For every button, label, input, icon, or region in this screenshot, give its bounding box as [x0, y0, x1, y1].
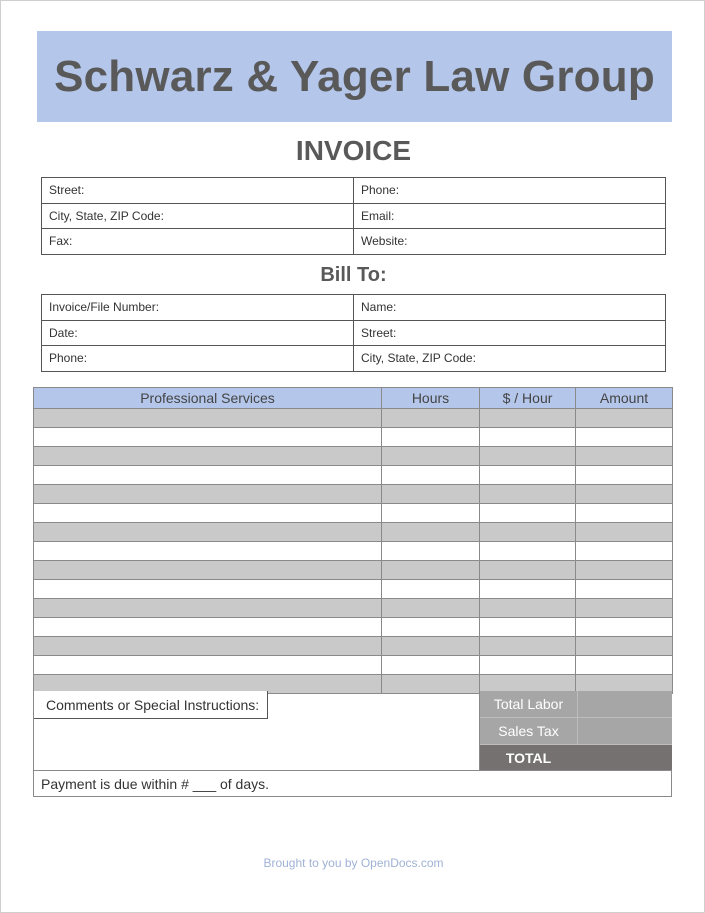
summary-section	[33, 691, 672, 797]
table-row	[34, 618, 673, 637]
payment-terms[interactable]: Payment is due within # ___ of days.	[34, 770, 671, 796]
col-header-rate: $ / Hour	[480, 388, 576, 409]
hours-cell[interactable]	[382, 466, 480, 485]
service-description-cell[interactable]	[34, 523, 382, 542]
amount-cell[interactable]	[576, 618, 673, 637]
table-row	[42, 295, 666, 321]
amount-cell[interactable]	[576, 504, 673, 523]
rate-cell[interactable]	[480, 466, 576, 485]
table-row	[42, 346, 666, 372]
service-description-cell[interactable]	[34, 485, 382, 504]
invoice-number-field[interactable]: Invoice/File Number:	[42, 295, 354, 321]
table-row	[34, 637, 673, 656]
amount-cell[interactable]	[576, 428, 673, 447]
rate-cell[interactable]	[480, 542, 576, 561]
hours-cell[interactable]	[382, 618, 480, 637]
service-description-cell[interactable]	[34, 504, 382, 523]
total-labor-label: Total Labor	[480, 691, 577, 718]
rate-cell[interactable]	[480, 409, 576, 428]
service-description-cell[interactable]	[34, 580, 382, 599]
service-description-cell[interactable]	[34, 428, 382, 447]
services-header-row	[34, 388, 673, 409]
rate-cell[interactable]	[480, 523, 576, 542]
table-row	[34, 542, 673, 561]
hours-cell[interactable]	[382, 599, 480, 618]
company-name: Schwarz & Yager Law Group	[54, 51, 655, 101]
service-description-cell[interactable]	[34, 637, 382, 656]
total-labor-value[interactable]	[577, 691, 672, 718]
table-row	[34, 447, 673, 466]
amount-cell[interactable]	[576, 485, 673, 504]
amount-cell[interactable]	[576, 523, 673, 542]
table-row	[34, 599, 673, 618]
amount-cell[interactable]	[576, 542, 673, 561]
col-header-services: Professional Services	[34, 388, 382, 409]
table-row	[42, 178, 666, 204]
hours-cell[interactable]	[382, 637, 480, 656]
service-description-cell[interactable]	[34, 409, 382, 428]
company-info-table	[41, 177, 666, 255]
service-description-cell[interactable]	[34, 542, 382, 561]
service-description-cell[interactable]	[34, 599, 382, 618]
phone-field[interactable]: Phone:	[354, 178, 666, 204]
hours-cell[interactable]	[382, 561, 480, 580]
amount-cell[interactable]	[576, 561, 673, 580]
service-description-cell[interactable]	[34, 466, 382, 485]
client-street-field[interactable]: Street:	[354, 320, 666, 346]
invoice-title: INVOICE	[295, 135, 412, 166]
footer-credit[interactable]: Brought to you by OpenDocs.com	[263, 856, 444, 870]
service-description-cell[interactable]	[34, 447, 382, 466]
table-row	[34, 523, 673, 542]
website-field[interactable]: Website:	[354, 229, 666, 255]
service-description-cell[interactable]	[34, 656, 382, 675]
rate-cell[interactable]	[480, 599, 576, 618]
company-banner	[37, 31, 672, 122]
amount-cell[interactable]	[576, 637, 673, 656]
table-row	[34, 409, 673, 428]
rate-cell[interactable]	[480, 580, 576, 599]
hours-cell[interactable]	[382, 447, 480, 466]
hours-cell[interactable]	[382, 504, 480, 523]
table-row	[42, 229, 666, 255]
amount-cell[interactable]	[576, 409, 673, 428]
services-table	[33, 387, 673, 694]
rate-cell[interactable]	[480, 561, 576, 580]
sales-tax-label: Sales Tax	[480, 718, 577, 745]
client-phone-field[interactable]: Phone:	[42, 346, 354, 372]
rate-cell[interactable]	[480, 485, 576, 504]
sales-tax-value[interactable]	[577, 718, 672, 745]
table-row	[34, 561, 673, 580]
service-description-cell[interactable]	[34, 618, 382, 637]
amount-cell[interactable]	[576, 580, 673, 599]
amount-cell[interactable]	[576, 466, 673, 485]
services-body	[34, 409, 673, 694]
street-field[interactable]: Street:	[42, 178, 354, 204]
service-description-cell[interactable]	[34, 561, 382, 580]
hours-cell[interactable]	[382, 428, 480, 447]
table-row	[34, 656, 673, 675]
city-state-zip-field[interactable]: City, State, ZIP Code:	[42, 203, 354, 229]
table-row	[34, 485, 673, 504]
bill-to-table	[41, 294, 666, 372]
hours-cell[interactable]	[382, 485, 480, 504]
rate-cell[interactable]	[480, 618, 576, 637]
total-value[interactable]	[577, 745, 672, 770]
amount-cell[interactable]	[576, 656, 673, 675]
table-row	[42, 320, 666, 346]
hours-cell[interactable]	[382, 523, 480, 542]
client-name-field[interactable]: Name:	[354, 295, 666, 321]
table-row	[34, 504, 673, 523]
col-header-hours: Hours	[382, 388, 480, 409]
total-label: TOTAL	[480, 745, 577, 770]
email-field[interactable]: Email:	[354, 203, 666, 229]
date-field[interactable]: Date:	[42, 320, 354, 346]
hours-cell[interactable]	[382, 580, 480, 599]
table-row	[34, 428, 673, 447]
hours-cell[interactable]	[382, 409, 480, 428]
amount-cell[interactable]	[576, 447, 673, 466]
rate-cell[interactable]	[480, 637, 576, 656]
table-row	[42, 203, 666, 229]
col-header-amount: Amount	[576, 388, 673, 409]
bill-to-title: Bill To:	[320, 264, 387, 286]
table-row	[34, 580, 673, 599]
rate-cell[interactable]	[480, 447, 576, 466]
hours-cell[interactable]	[382, 542, 480, 561]
table-row	[34, 466, 673, 485]
amount-cell[interactable]	[576, 599, 673, 618]
client-city-state-zip-field[interactable]: City, State, ZIP Code:	[354, 346, 666, 372]
rate-cell[interactable]	[480, 504, 576, 523]
rate-cell[interactable]	[480, 428, 576, 447]
hours-cell[interactable]	[382, 656, 480, 675]
comments-label: Comments or Special Instructions:	[34, 691, 268, 719]
fax-field[interactable]: Fax:	[42, 229, 354, 255]
rate-cell[interactable]	[480, 656, 576, 675]
